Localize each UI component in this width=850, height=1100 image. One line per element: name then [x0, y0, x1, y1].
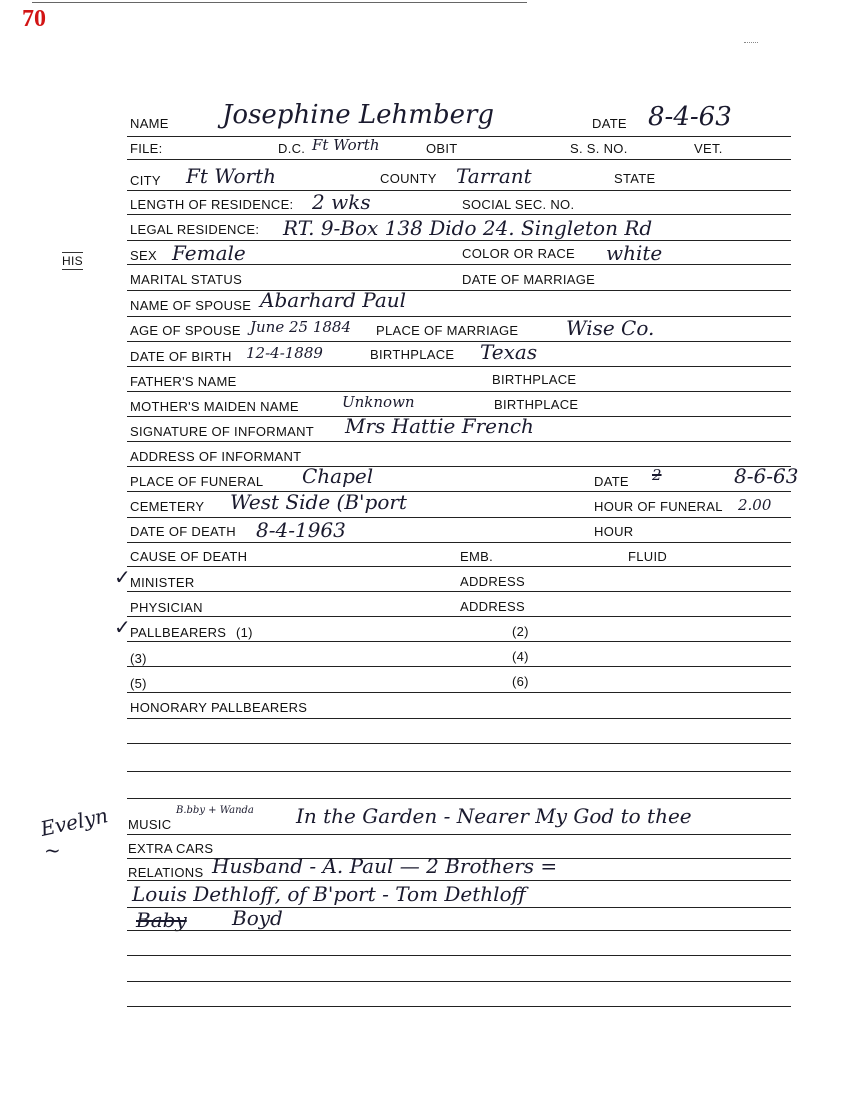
relations-rule-1: [127, 880, 791, 881]
relations-line-1: Husband - A. Paul — 2 Brothers =: [212, 854, 558, 878]
cemetery-label: CEMETERY: [130, 499, 205, 514]
dc-label: D.C.: [278, 141, 306, 156]
margin-scribble: ~: [44, 838, 61, 862]
minister-check-icon: ✓: [114, 567, 131, 589]
date-of-death-label: DATE OF DEATH: [130, 524, 236, 539]
relations-rule-3: [127, 930, 791, 931]
city-value: Ft Worth: [186, 164, 276, 188]
pallbearer-4-label: (4): [512, 649, 529, 664]
extra-cars-label: EXTRA CARS: [128, 841, 214, 856]
pallbearers-label: PALLBEARERS: [130, 625, 227, 640]
length-of-residence-value: 2 wks: [312, 190, 371, 214]
relations-rule-2: [127, 907, 791, 908]
name-of-spouse-label: NAME OF SPOUSE: [130, 298, 252, 313]
length-of-residence-label: LENGTH OF RESIDENCE:: [130, 197, 294, 212]
marital-rule: [127, 290, 791, 291]
cause-of-death-rule: [127, 566, 791, 567]
county-value: Tarrant: [456, 164, 532, 188]
birthplace-label: BIRTHPLACE: [370, 347, 455, 362]
date-of-birth-value: 12-4-1889: [246, 344, 323, 362]
cause-of-death-label: CAUSE OF DEATH: [130, 549, 248, 564]
cemetery-rule: [127, 517, 791, 518]
pallbearers-check-icon: ✓: [114, 617, 131, 639]
color-or-race-label: COLOR OR RACE: [462, 246, 575, 261]
mothers-birthplace-label: BIRTHPLACE: [494, 397, 579, 412]
date-of-death-rule: [127, 542, 791, 543]
name-label: NAME: [130, 116, 169, 131]
legal-residence-label: LEGAL RESIDENCE:: [130, 222, 260, 237]
birthplace-value: Texas: [480, 340, 538, 364]
signature-rule: [127, 441, 791, 442]
top-edge-rule: [32, 2, 527, 3]
spouse-rule: [127, 316, 791, 317]
city-rule: [127, 190, 791, 191]
pallbearer-3-label: (3): [130, 651, 147, 666]
fathers-name-label: FATHER'S NAME: [130, 374, 237, 389]
funeral-date-value: 8-6-63: [734, 464, 799, 488]
marital-status-label: MARITAL STATUS: [130, 272, 243, 287]
vet-label: VET.: [694, 141, 723, 156]
relations-rule-4: [127, 955, 791, 956]
page-number: 70: [22, 6, 46, 32]
music-label: MUSIC: [128, 817, 172, 832]
color-or-race-value: white: [606, 241, 663, 265]
place-of-funeral-value: Chapel: [302, 464, 374, 488]
relations-label: RELATIONS: [128, 865, 204, 880]
file-label: FILE:: [130, 141, 163, 156]
honorary-pallbearers-label: HONORARY PALLBEARERS: [130, 700, 308, 715]
legal-residence-value: RT. 9-Box 138 Dido 24. Singleton Rd: [283, 216, 653, 240]
residence-rule: [127, 214, 791, 215]
physician-rule: [127, 616, 791, 617]
emb-label: EMB.: [460, 549, 493, 564]
obit-label: OBIT: [426, 141, 458, 156]
place-of-funeral-rule: [127, 491, 791, 492]
pallbearer-2-label: (2): [512, 624, 529, 639]
date-value: 8-4-63: [648, 102, 732, 132]
music-value: In the Garden - Nearer My God to thee: [296, 804, 692, 828]
age-of-spouse-label: AGE OF SPOUSE: [130, 323, 241, 338]
signature-of-informant-value: Mrs Hattie French: [345, 414, 534, 438]
relations-rule-5: [127, 981, 791, 982]
age-of-spouse-value: June 25 1884: [250, 318, 352, 336]
address-of-informant-label: ADDRESS OF INFORMANT: [130, 449, 302, 464]
sex-rule: [127, 264, 791, 265]
honorary-rule-1: [127, 718, 791, 719]
pallbearer-5-label: (5): [130, 676, 147, 691]
file-rule: [127, 159, 791, 160]
age-of-spouse-rule: [127, 341, 791, 342]
honorary-rule-3: [127, 771, 791, 772]
name-rule: [127, 136, 791, 137]
name-of-spouse-value: Abarhard Paul: [260, 288, 407, 312]
file-dc-value: Ft Worth: [312, 136, 380, 154]
signature-of-informant-label: SIGNATURE OF INFORMANT: [130, 424, 315, 439]
state-label: STATE: [614, 171, 656, 186]
honorary-rule-4: [127, 798, 791, 799]
address-of-informant-rule: [127, 466, 791, 467]
date-label: DATE: [592, 116, 627, 131]
sex-label: SEX: [130, 248, 157, 263]
mothers-maiden-name-value: Unknown: [342, 393, 415, 411]
physician-address-label: ADDRESS: [460, 599, 525, 614]
date-of-birth-label: DATE OF BIRTH: [130, 349, 232, 364]
funeral-date-struck-value: 2: [652, 466, 662, 484]
minister-label: MINISTER: [130, 575, 195, 590]
date-of-marriage-label: DATE OF MARRIAGE: [462, 272, 596, 287]
pallbearers-3-4-rule: [127, 666, 791, 667]
music-rule: [127, 834, 791, 835]
honorary-rule-2: [127, 743, 791, 744]
place-of-marriage-value: Wise Co.: [566, 316, 655, 340]
fluid-label: FLUID: [628, 549, 668, 564]
relations-line-2: Louis Dethloff, of B'port - Tom Dethloff: [132, 882, 526, 906]
relations-line-3-struck: Baby: [136, 908, 187, 932]
hour-label: HOUR: [594, 524, 634, 539]
music-performers-value: B.bby + Wanda: [176, 805, 254, 816]
sex-value: Female: [172, 241, 246, 265]
pallbearer-1-label: (1): [236, 625, 253, 640]
city-label: CITY: [130, 173, 161, 188]
pallbearers-5-6-rule: [127, 692, 791, 693]
mothers-maiden-name-label: MOTHER'S MAIDEN NAME: [130, 399, 299, 414]
pallbearers-rule: [127, 641, 791, 642]
place-of-marriage-label: PLACE OF MARRIAGE: [376, 323, 519, 338]
date-of-birth-rule: [127, 366, 791, 367]
minister-rule: [127, 591, 791, 592]
county-label: COUNTY: [380, 171, 437, 186]
relations-line-3: Boyd: [232, 906, 283, 930]
relations-rule-6: [127, 1006, 791, 1007]
cemetery-value: West Side (B'port: [230, 490, 407, 514]
fathers-birthplace-label: BIRTHPLACE: [492, 372, 577, 387]
pallbearer-6-label: (6): [512, 674, 529, 689]
hour-of-funeral-value: 2.00: [738, 496, 772, 514]
name-value: Josephine Lehmberg: [222, 100, 495, 130]
hour-of-funeral-label: HOUR OF FUNERAL: [594, 499, 723, 514]
margin-note-evelyn: Evelyn: [38, 803, 111, 841]
social-sec-no-label: SOCIAL SEC. NO.: [462, 197, 575, 212]
scan-speck: [744, 42, 758, 43]
fathers-name-rule: [127, 391, 791, 392]
funeral-date-label: DATE: [594, 474, 629, 489]
date-of-death-value: 8-4-1963: [256, 518, 346, 542]
minister-address-label: ADDRESS: [460, 574, 525, 589]
ss-no-label: S. S. NO.: [570, 141, 628, 156]
place-of-funeral-label: PLACE OF FUNERAL: [130, 474, 264, 489]
his-margin-tab: HIS: [62, 254, 83, 268]
physician-label: PHYSICIAN: [130, 600, 203, 615]
